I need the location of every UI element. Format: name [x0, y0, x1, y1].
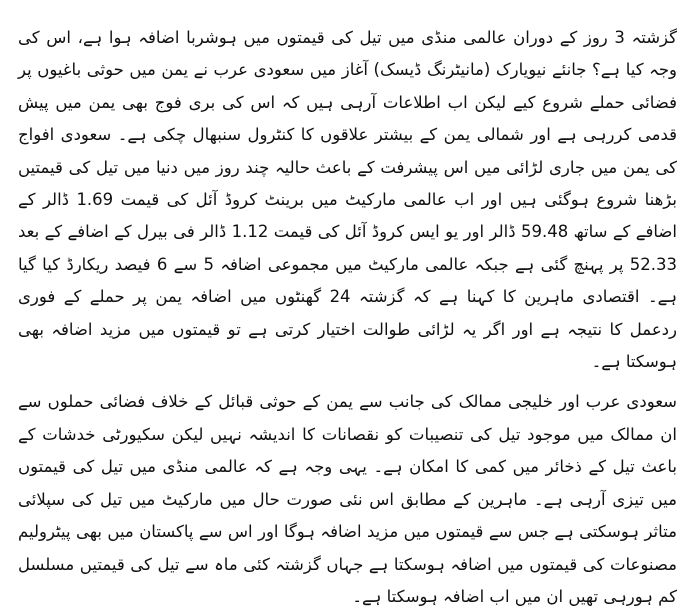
article-body [18, 22, 677, 613]
article-paragraph-2: سعودی عرب اور خلیجی ممالک کی جانب سے یمن کے حوثی قبائل کے خلاف فضائی حملوں سے ان ممالک میں موجود تیل کی تنصیبات کو نقصانات کا اندیشہ نہیں لیکن سکیورٹی خدشات کے باعث تیل کے ذخائر میں کمی کا امکان ہے۔ یہی وجہ ہے کہ عالمی منڈی میں تیل کی قیمتوں میں تیزی آرہی ہے۔ ماہرین کے مطابق اس نئی صورت حال میں مارکیٹ میں تیل کی سپلائی متاثر ہوسکتی ہے جس سے قیمتوں میں مزید اضافہ ہوگا اور اس سے پاکستان میں بھی پیٹرولیم مصنوعات کی قیمتوں میں اضافہ ہوسکتا ہے جہاں گزشتہ کئی ماہ سے تیل کی قیمتیں مسلسل کم ہورہی تھیں ان میں اب اضافہ ہوسکتا ہے۔ [18, 392, 677, 606]
article-paragraph-1: گزشتہ 3 روز کے دوران عالمی منڈی میں تیل کی قیمتوں میں ہوشربا اضافہ ہوا ہے، اس کی وجہ کیا ہے؟ جانئے نیویارک (مانیٹرنگ ڈیسک) آغاز میں سعودی عرب نے یمن میں حوثی باغیوں پر فضائی حملے شروع کیے لیکن اب اطلاعات آرہی ہیں کہ اس کی بری فوج بھی یمن میں پیش قدمی کررہی ہے اور شمالی یمن کے بیشتر علاقوں کا کنٹرول سنبھال چکی ہے۔ سعودی افواج کی یمن میں جاری لڑائی میں اس پیشرفت کے باعث حالیہ چند روز میں دنیا میں تیل کی قیمتیں بڑھنا شروع ہوگئی ہیں اور اب عالمی مارکیٹ میں برینٹ کروڈ آئل کی قیمت 1.69 ڈالر کے اضافے کے ساتھ 59.48 ڈالر اور یو ایس کروڈ آئل کی قیمت 1.12 ڈالر فی بیرل کے اضافے کے بعد 52.33 پر پہنچ گئی ہے جبکہ عالمی مارکیٹ میں مجموعی اضافہ 5 سے 6 فیصد ریکارڈ کیا گیا ہے۔ اقتصادی ماہرین کا کہنا ہے کہ گزشتہ 24 گھنٹوں میں اضافہ یمن پر حملے کے فوری ردعمل کا نتیجہ ہے اور اگر یہ لڑائی طوالت اختیار کرتی ہے تو قیمتوں میں مزید اضافہ بھی ہوسکتا ہے۔ [18, 28, 677, 372]
